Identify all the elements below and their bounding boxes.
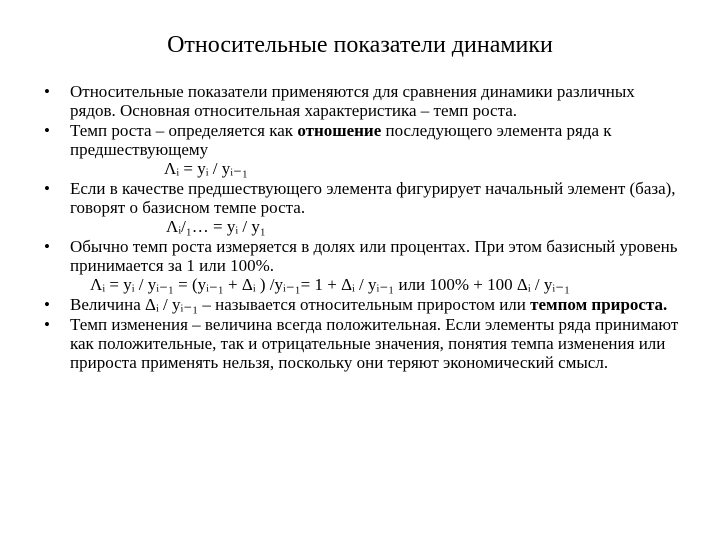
bullet-icon: • xyxy=(44,315,50,334)
bullet-item xyxy=(44,121,684,159)
bullet-icon: • xyxy=(44,121,50,140)
slide-title: Относительные показатели динамики xyxy=(167,32,553,58)
formula-chain-growth: Λᵢ = yᵢ / yᵢ₋₁ xyxy=(164,159,248,178)
bullet-icon: • xyxy=(44,179,50,198)
bullet-text: Темп роста – определяется как xyxy=(70,121,298,140)
formula-base-growth: Λᵢ/₁… = yᵢ / y₁ xyxy=(166,217,266,236)
bullet-item xyxy=(44,237,684,275)
bullet-text: последующего элемента ряда к предшествующему xyxy=(70,121,612,159)
bullet-text-bold: темпом прироста. xyxy=(530,295,668,314)
bullet-text: Если в качестве предшествующего элемента фигурирует начальный элемент (база), говорят о базисном темпе роста. xyxy=(70,179,676,217)
bullet-text: Обычно темп роста измеряется в долях или процентах. При этом базисный уровень принимается за 1 или 100%. xyxy=(70,237,678,275)
bullet-text: Темп изменения – величина всегда положительная. Если элементы ряда принимают как положительные, так и отрицательные значения, понятия темпа изменения или прироста применять нельзя, поскольку они теряют экономический смысл. xyxy=(70,315,679,372)
bullet-item xyxy=(44,315,684,372)
bullet-item xyxy=(44,82,684,120)
bullet-item xyxy=(44,179,684,217)
bullet-text: Величина Δᵢ / yᵢ₋₁ – называется относительным приростом или xyxy=(70,295,531,314)
bullet-list xyxy=(44,82,684,372)
bullet-item xyxy=(44,295,684,314)
bullet-icon: • xyxy=(44,237,50,256)
formula-percent-growth: Λᵢ = yᵢ / yᵢ₋₁ = (yᵢ₋₁ + Δᵢ ) /yᵢ₋₁= 1 + Δᵢ / yᵢ₋₁ или 100% + 100 Δᵢ / yᵢ₋₁ xyxy=(90,275,571,294)
bullet-text-bold: отношение xyxy=(297,121,382,140)
bullet-icon: • xyxy=(44,295,50,314)
bullet-text: Относительные показатели применяются для сравнения динамики различных рядов. Основная относительная характеристика – темп роста. xyxy=(70,82,635,120)
bullet-icon: • xyxy=(44,82,50,101)
